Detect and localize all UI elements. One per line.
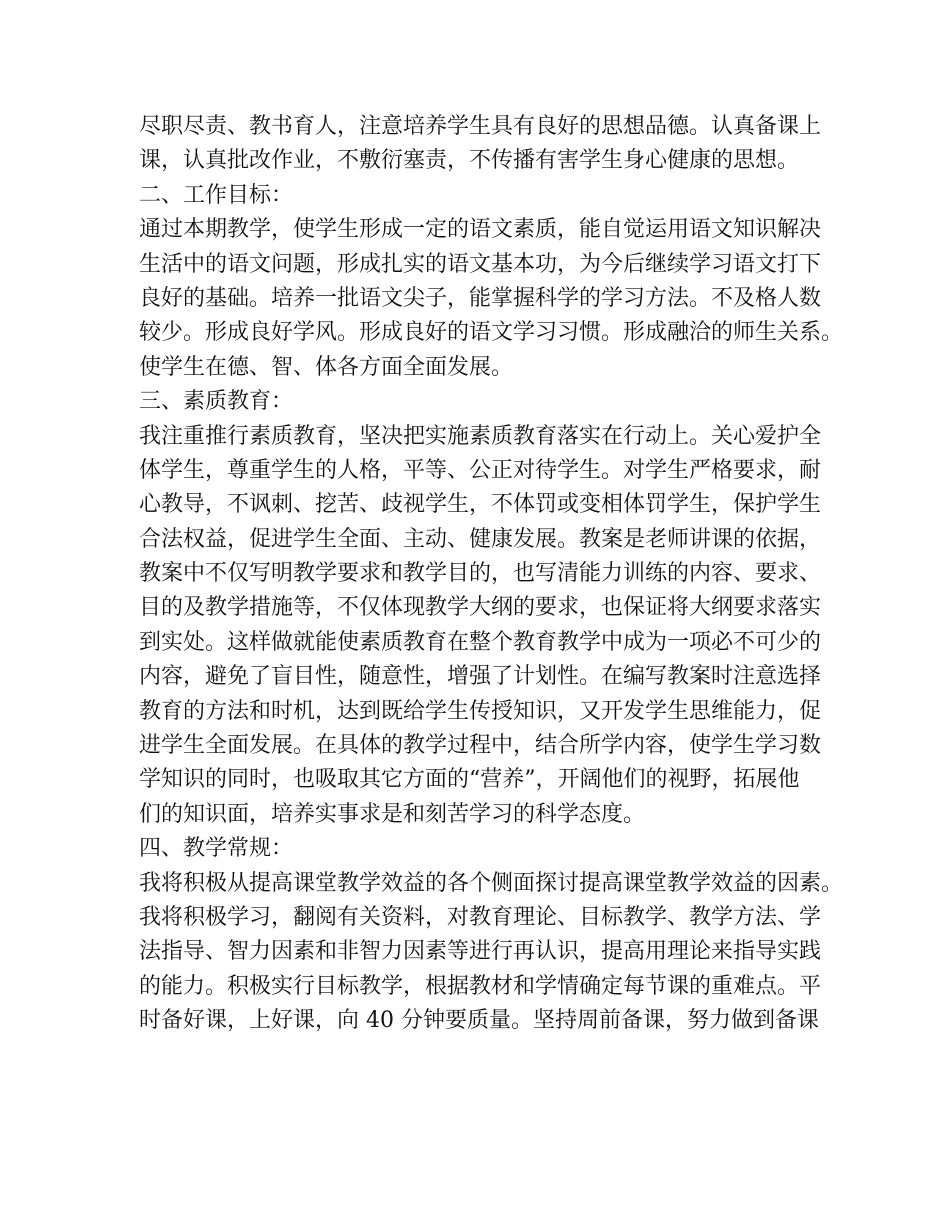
text-line: 使学生在德、智、体各方面全面发展。 [139,354,514,380]
text-line: 的能力。积极实行目标教学，根据教材和学情确定每节课的重难点。平 [139,973,822,999]
text-line: 时备好课，上好课，向 40 分钟要质量。坚持周前备课，努力做到备课 [139,1008,819,1034]
text-line: 我将积极学习，翻阅有关资料，对教育理论、目标教学、教学方法、学 [139,904,822,930]
text-line: 法指导、智力因素和非智力因素等进行再认识，提高用理论来指导实践 [139,939,822,965]
text-line: 学知识的同时，也吸取其它方面的“营养”，开阔他们的视野，拓展他 [139,767,800,793]
text-line: 目的及教学措施等，不仅体现教学大纲的要求，也保证将大纲要求落实 [139,595,822,621]
document-body [139,110,844,1039]
text-line: 我注重推行素质教育，坚决把实施素质教育落实在行动上。关心爱护全 [139,423,822,449]
text-line: 进学生全面发展。在具体的教学过程中，结合所学内容，使学生学习数 [139,733,822,759]
text-line: 较少。形成良好学风。形成良好的语文学习习惯。形成融洽的师生关系。 [139,320,844,346]
text-line: 体学生，尊重学生的人格，平等、公正对待学生。对学生严格要求，耐 [139,457,822,483]
text-line: 心教导，不讽刺、挖苦、歧视学生，不体罚或变相体罚学生，保护学生 [139,492,822,518]
text-line: 内容，避免了盲目性，随意性，增强了计划性。在编写教案时注意选择 [139,664,822,690]
text-line: 合法权益，促进学生全面、主动、健康发展。教案是老师讲课的依据， [139,526,822,552]
section-heading: 二、工作目标： [139,182,294,208]
text-line: 良好的基础。培养一批语文尖子，能掌握科学的学习方法。不及格人数 [139,285,822,311]
text-line: 到实处。这样做就能使素质教育在整个教育教学中成为一项必不可少的 [139,629,822,655]
text-line: 尽职尽责、教书育人，注意培养学生具有良好的思想品德。认真备课上 [139,114,822,139]
section-heading: 三、素质教育： [139,389,294,415]
text-line: 教案中不仅写明教学要求和教学目的，也写清能力训练的内容、要求、 [139,561,822,587]
text-line: 们的知识面，培养实事求是和刻苦学习的科学态度。 [139,801,646,827]
text-line: 我将积极从提高课堂教学效益的各个侧面探讨提高课堂教学效益的因素。 [139,870,844,896]
text-line: 通过本期教学，使学生形成一定的语文素质，能自觉运用语文知识解决 [139,217,822,243]
text-line: 生活中的语文问题，形成扎实的语文基本功，为今后继续学习语文打下 [139,251,822,277]
text-line: 课，认真批改作业，不敷衍塞责，不传播有害学生身心健康的思想。 [139,148,800,174]
section-heading: 四、教学常规： [139,836,294,862]
text-line: 教育的方法和时机，达到既给学生传授知识，又开发学生思维能力，促 [139,698,822,724]
